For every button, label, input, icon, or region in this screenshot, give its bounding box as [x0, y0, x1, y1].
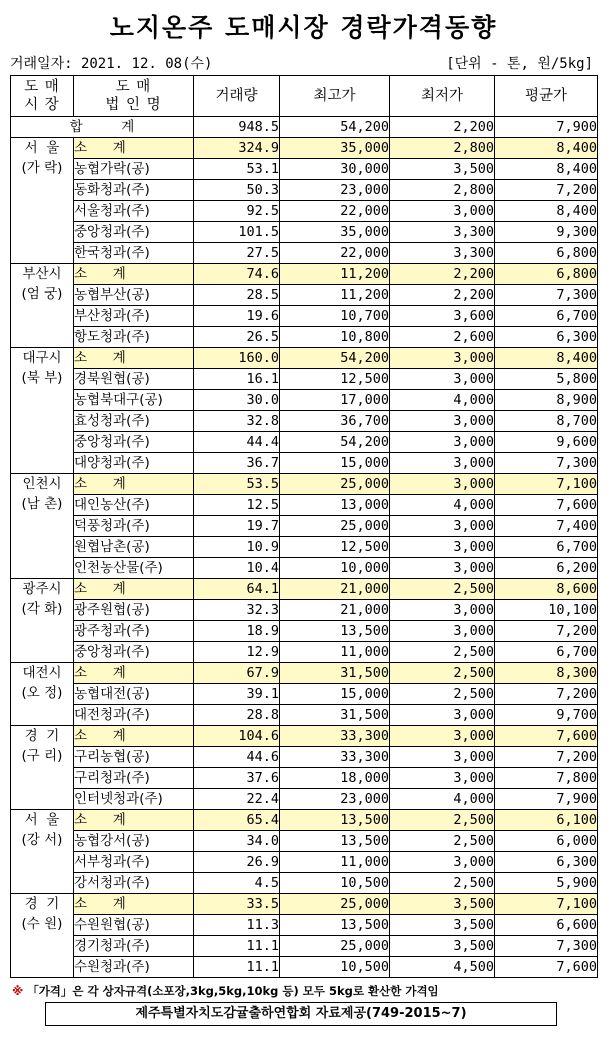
cell-volume: 101.5 [194, 222, 280, 243]
market-name [11, 138, 74, 264]
cell-avg: 8,400 [495, 159, 598, 180]
footnote-mark: ※ [12, 984, 24, 998]
market-name [11, 579, 74, 663]
cell-avg: 7,300 [495, 285, 598, 306]
cell-avg: 7,200 [495, 684, 598, 705]
subtotal-label: 소 계 [74, 663, 194, 684]
cell-volume: 19.7 [194, 516, 280, 537]
cell-avg: 7,200 [495, 180, 598, 201]
cell-low: 3,600 [390, 306, 495, 327]
market-name-line2: (북 부) [21, 370, 63, 386]
org-name: 항도청과(주) [74, 327, 194, 348]
subtotal-row [11, 663, 598, 684]
cell-high: 13,500 [280, 621, 390, 642]
cell-volume: 4.5 [194, 873, 280, 894]
cell-volume: 26.9 [194, 852, 280, 873]
cell-high: 21,000 [280, 600, 390, 621]
org-name: 인터넷청과(주) [74, 789, 194, 810]
market-name-line1: 대전시 [22, 665, 62, 681]
cell-high: 10,700 [280, 306, 390, 327]
source-box: 제주특별자치도감귤출하연합회 자료제공(749-2015~7) [45, 1002, 557, 1026]
cell-high: 18,000 [280, 768, 390, 789]
cell-avg: 7,200 [495, 747, 598, 768]
org-name: 한국청과(주) [74, 243, 194, 264]
cell-low: 3,000 [390, 705, 495, 726]
cell-low: 2,500 [390, 684, 495, 705]
subtotal-label: 소 계 [74, 810, 194, 831]
table-row [11, 180, 598, 201]
table-row [11, 558, 598, 579]
market-name-line2: (수 원) [21, 916, 63, 932]
cell-volume: 19.6 [194, 306, 280, 327]
cell-low: 4,000 [390, 495, 495, 516]
cell-volume: 11.3 [194, 915, 280, 936]
cell-volume: 53.1 [194, 159, 280, 180]
cell-volume: 11.1 [194, 936, 280, 957]
cell-volume: 12.5 [194, 495, 280, 516]
table-row [11, 705, 598, 726]
org-name: 농협가락(공) [74, 159, 194, 180]
org-name: 광주원협(공) [74, 600, 194, 621]
subtotal-low: 2,500 [390, 810, 495, 831]
table-row [11, 831, 598, 852]
cell-volume: 92.5 [194, 201, 280, 222]
cell-high: 23,000 [280, 180, 390, 201]
cell-volume: 27.5 [194, 243, 280, 264]
cell-low: 3,000 [390, 516, 495, 537]
cell-avg: 8,900 [495, 390, 598, 411]
cell-avg: 7,300 [495, 453, 598, 474]
subtotal-high: 33,300 [280, 726, 390, 747]
market-name [11, 894, 74, 978]
cell-high: 25,000 [280, 936, 390, 957]
cell-volume: 10.9 [194, 537, 280, 558]
subtotal-avg: 8,600 [495, 579, 598, 600]
table-row [11, 516, 598, 537]
cell-avg: 8,400 [495, 201, 598, 222]
cell-avg: 6,000 [495, 831, 598, 852]
cell-high: 11,000 [280, 642, 390, 663]
cell-avg: 6,600 [495, 915, 598, 936]
cell-avg: 6,300 [495, 852, 598, 873]
org-name: 동화청과(주) [74, 180, 194, 201]
market-name-line2: (남 촌) [21, 496, 63, 512]
table-row [11, 852, 598, 873]
table-row [11, 915, 598, 936]
subtotal-high: 13,500 [280, 810, 390, 831]
cell-volume: 32.3 [194, 600, 280, 621]
total-row [11, 117, 598, 138]
total-label: 합 계 [11, 117, 194, 138]
cell-low: 3,000 [390, 768, 495, 789]
cell-low: 3,000 [390, 432, 495, 453]
cell-volume: 11.1 [194, 957, 280, 978]
header-high: 최고가 [280, 76, 390, 117]
cell-low: 3,000 [390, 852, 495, 873]
cell-high: 15,000 [280, 453, 390, 474]
cell-high: 12,500 [280, 369, 390, 390]
table-row [11, 600, 598, 621]
cell-low: 3,000 [390, 411, 495, 432]
header-avg: 평균가 [495, 76, 598, 117]
cell-high: 10,500 [280, 873, 390, 894]
cell-high: 10,000 [280, 558, 390, 579]
table-row [11, 222, 598, 243]
cell-high: 11,000 [280, 852, 390, 873]
subtotal-row [11, 894, 598, 915]
cell-avg: 7,900 [495, 789, 598, 810]
cell-high: 35,000 [280, 222, 390, 243]
trade-date: 거래일자: 2021. 12. 08(수) [10, 56, 213, 72]
total-avg: 7,900 [495, 117, 598, 138]
org-name: 농협부산(공) [74, 285, 194, 306]
org-name: 농협강서(공) [74, 831, 194, 852]
cell-volume: 37.6 [194, 768, 280, 789]
subtotal-avg: 6,800 [495, 264, 598, 285]
subtotal-row [11, 264, 598, 285]
market-name-line1: 경 기 [24, 728, 60, 744]
cell-low: 3,000 [390, 201, 495, 222]
market-name-line2: (구 리) [21, 748, 63, 764]
header-market: 도 매 시 장 [11, 76, 74, 117]
cell-low: 3,000 [390, 369, 495, 390]
cell-low: 2,500 [390, 642, 495, 663]
market-name-line1: 대구시 [22, 350, 62, 366]
org-name: 대전청과(주) [74, 705, 194, 726]
org-name: 덕풍청과(주) [74, 516, 194, 537]
cell-low: 3,500 [390, 936, 495, 957]
subtotal-volume: 67.9 [194, 663, 280, 684]
table-row [11, 243, 598, 264]
price-table [10, 75, 598, 978]
cell-high: 13,500 [280, 831, 390, 852]
cell-avg: 6,200 [495, 558, 598, 579]
market-name-line1: 서 울 [24, 812, 60, 828]
cell-avg: 6,700 [495, 537, 598, 558]
org-name: 대양청과(주) [74, 453, 194, 474]
org-name: 강서청과(주) [74, 873, 194, 894]
org-name: 경북원협(공) [74, 369, 194, 390]
cell-avg: 9,300 [495, 222, 598, 243]
total-high: 54,200 [280, 117, 390, 138]
org-name: 서울청과(주) [74, 201, 194, 222]
cell-high: 15,000 [280, 684, 390, 705]
table-row [11, 369, 598, 390]
subtotal-label: 소 계 [74, 474, 194, 495]
subtotal-high: 54,200 [280, 348, 390, 369]
footnote [12, 983, 439, 999]
cell-high: 13,000 [280, 495, 390, 516]
total-volume: 948.5 [194, 117, 280, 138]
cell-low: 4,000 [390, 390, 495, 411]
unit-label: [단위 - 톤, 원/5kg] [446, 56, 593, 72]
subtotal-row [11, 348, 598, 369]
table-row [11, 327, 598, 348]
market-name-line1: 부산시 [22, 266, 62, 282]
market-name [11, 726, 74, 810]
cell-high: 31,500 [280, 705, 390, 726]
market-name-line2: (강 서) [21, 832, 63, 848]
cell-volume: 36.7 [194, 453, 280, 474]
cell-low: 3,000 [390, 453, 495, 474]
cell-volume: 34.0 [194, 831, 280, 852]
cell-low: 3,500 [390, 915, 495, 936]
cell-low: 2,600 [390, 327, 495, 348]
cell-avg: 9,700 [495, 705, 598, 726]
org-name: 농협대전(공) [74, 684, 194, 705]
cell-avg: 7,300 [495, 936, 598, 957]
subtotal-low: 3,500 [390, 894, 495, 915]
cell-low: 3,500 [390, 159, 495, 180]
org-name: 중앙청과(주) [74, 432, 194, 453]
cell-volume: 50.3 [194, 180, 280, 201]
market-name [11, 810, 74, 894]
table-row [11, 390, 598, 411]
subtotal-low: 2,800 [390, 138, 495, 159]
subtotal-volume: 33.5 [194, 894, 280, 915]
cell-low: 4,500 [390, 957, 495, 978]
cell-avg: 6,300 [495, 327, 598, 348]
subtotal-avg: 8,400 [495, 138, 598, 159]
page-title: 노지온주 도매시장 경락가격동향 [109, 13, 498, 42]
cell-low: 3,000 [390, 600, 495, 621]
subtotal-row [11, 726, 598, 747]
market-name-line1: 광주시 [22, 581, 62, 597]
subtotal-high: 11,200 [280, 264, 390, 285]
cell-low: 2,800 [390, 180, 495, 201]
table-row [11, 642, 598, 663]
cell-low: 4,000 [390, 789, 495, 810]
org-name: 구리청과(주) [74, 768, 194, 789]
cell-avg: 6,700 [495, 642, 598, 663]
cell-high: 17,000 [280, 390, 390, 411]
cell-high: 23,000 [280, 789, 390, 810]
market-name-line2: (엄 궁) [21, 286, 63, 302]
cell-volume: 44.6 [194, 747, 280, 768]
org-name: 구리농협(공) [74, 747, 194, 768]
org-name: 중앙청과(주) [74, 642, 194, 663]
subtotal-avg: 8,400 [495, 348, 598, 369]
subtotal-row [11, 474, 598, 495]
cell-high: 22,000 [280, 201, 390, 222]
cell-low: 2,200 [390, 285, 495, 306]
subtotal-low: 3,000 [390, 726, 495, 747]
table-row [11, 789, 598, 810]
market-name [11, 264, 74, 348]
cell-volume: 28.8 [194, 705, 280, 726]
subtotal-row [11, 579, 598, 600]
cell-avg: 7,200 [495, 621, 598, 642]
cell-avg: 9,600 [495, 432, 598, 453]
subtotal-volume: 324.9 [194, 138, 280, 159]
footnote-text: 「가격」은 각 상자규격(소포장,3kg,5kg,10kg 등) 모두 5kg로 환산한 가격임 [27, 984, 439, 998]
subtotal-row [11, 810, 598, 831]
subtotal-high: 25,000 [280, 474, 390, 495]
cell-volume: 18.9 [194, 621, 280, 642]
cell-avg: 7,600 [495, 495, 598, 516]
org-name: 광주청과(주) [74, 621, 194, 642]
subtotal-avg: 7,600 [495, 726, 598, 747]
cell-volume: 39.1 [194, 684, 280, 705]
subtotal-low: 3,000 [390, 474, 495, 495]
table-row [11, 306, 598, 327]
header-org: 도 매 법 인 명 [74, 76, 194, 117]
cell-avg: 7,600 [495, 957, 598, 978]
cell-high: 10,800 [280, 327, 390, 348]
subtotal-avg: 8,300 [495, 663, 598, 684]
table-row [11, 201, 598, 222]
subtotal-label: 소 계 [74, 348, 194, 369]
cell-avg: 7,400 [495, 516, 598, 537]
market-name-line1: 서 울 [24, 140, 60, 156]
market-name-line1: 인천시 [22, 476, 62, 492]
cell-high: 22,000 [280, 243, 390, 264]
table-row [11, 621, 598, 642]
subtotal-volume: 104.6 [194, 726, 280, 747]
cell-low: 2,500 [390, 831, 495, 852]
subtotal-high: 31,500 [280, 663, 390, 684]
cell-high: 33,300 [280, 747, 390, 768]
header-row [11, 76, 598, 117]
subtotal-label: 소 계 [74, 579, 194, 600]
cell-low: 3,000 [390, 747, 495, 768]
cell-volume: 12.9 [194, 642, 280, 663]
subtotal-volume: 74.6 [194, 264, 280, 285]
subtotal-avg: 7,100 [495, 474, 598, 495]
subtotal-avg: 6,100 [495, 810, 598, 831]
cell-high: 13,500 [280, 915, 390, 936]
cell-volume: 28.5 [194, 285, 280, 306]
org-name: 부산청과(주) [74, 306, 194, 327]
cell-volume: 10.4 [194, 558, 280, 579]
cell-avg: 6,700 [495, 306, 598, 327]
cell-high: 25,000 [280, 516, 390, 537]
subtotal-label: 소 계 [74, 138, 194, 159]
table-row [11, 768, 598, 789]
subtotal-low: 2,500 [390, 663, 495, 684]
table-row [11, 537, 598, 558]
org-name: 중앙청과(주) [74, 222, 194, 243]
table-row [11, 495, 598, 516]
table-row [11, 285, 598, 306]
cell-avg: 5,900 [495, 873, 598, 894]
subtotal-high: 35,000 [280, 138, 390, 159]
market-name [11, 348, 74, 474]
org-name: 농협북대구(공) [74, 390, 194, 411]
org-name: 효성청과(주) [74, 411, 194, 432]
cell-volume: 44.4 [194, 432, 280, 453]
market-name-line1: 경 기 [24, 896, 60, 912]
subtotal-row [11, 138, 598, 159]
cell-low: 3,000 [390, 558, 495, 579]
subtotal-high: 25,000 [280, 894, 390, 915]
table-row [11, 411, 598, 432]
cell-avg: 7,800 [495, 768, 598, 789]
market-name [11, 663, 74, 726]
table-row [11, 159, 598, 180]
cell-volume: 30.0 [194, 390, 280, 411]
org-name: 서부청과(주) [74, 852, 194, 873]
table-row [11, 432, 598, 453]
cell-avg: 6,800 [495, 243, 598, 264]
header-low: 최저가 [390, 76, 495, 117]
cell-high: 10,500 [280, 957, 390, 978]
table-row [11, 936, 598, 957]
subtotal-low: 2,200 [390, 264, 495, 285]
org-name: 대인농산(주) [74, 495, 194, 516]
cell-avg: 5,800 [495, 369, 598, 390]
subtotal-volume: 160.0 [194, 348, 280, 369]
cell-avg: 8,700 [495, 411, 598, 432]
cell-volume: 26.5 [194, 327, 280, 348]
header-volume: 거래량 [194, 76, 280, 117]
cell-high: 12,500 [280, 537, 390, 558]
cell-high: 54,200 [280, 432, 390, 453]
total-low: 2,200 [390, 117, 495, 138]
cell-low: 2,500 [390, 873, 495, 894]
cell-low: 3,300 [390, 243, 495, 264]
subtotal-label: 소 계 [74, 726, 194, 747]
subtotal-low: 2,500 [390, 579, 495, 600]
subtotal-low: 3,000 [390, 348, 495, 369]
subtotal-high: 21,000 [280, 579, 390, 600]
table-row [11, 957, 598, 978]
subtotal-label: 소 계 [74, 894, 194, 915]
subtotal-volume: 64.1 [194, 579, 280, 600]
cell-high: 11,200 [280, 285, 390, 306]
cell-high: 36,700 [280, 411, 390, 432]
table-row [11, 873, 598, 894]
cell-low: 3,000 [390, 621, 495, 642]
table-row [11, 684, 598, 705]
org-name: 인천농산물(주) [74, 558, 194, 579]
org-name: 수원청과(주) [74, 957, 194, 978]
table-row [11, 453, 598, 474]
org-name: 경기청과(주) [74, 936, 194, 957]
subtotal-label: 소 계 [74, 264, 194, 285]
market-name [11, 474, 74, 579]
market-name-line2: (가 락) [21, 160, 63, 176]
subtotal-volume: 53.5 [194, 474, 280, 495]
subtotal-volume: 65.4 [194, 810, 280, 831]
cell-low: 3,000 [390, 537, 495, 558]
org-name: 원협남촌(공) [74, 537, 194, 558]
cell-high: 30,000 [280, 159, 390, 180]
cell-volume: 22.4 [194, 789, 280, 810]
table-row [11, 747, 598, 768]
cell-low: 3,300 [390, 222, 495, 243]
cell-volume: 16.1 [194, 369, 280, 390]
cell-avg: 10,100 [495, 600, 598, 621]
subtotal-avg: 7,100 [495, 894, 598, 915]
cell-volume: 32.8 [194, 411, 280, 432]
market-name-line2: (오 정) [21, 685, 63, 701]
org-name: 수원원협(공) [74, 915, 194, 936]
market-name-line2: (각 화) [21, 601, 63, 617]
